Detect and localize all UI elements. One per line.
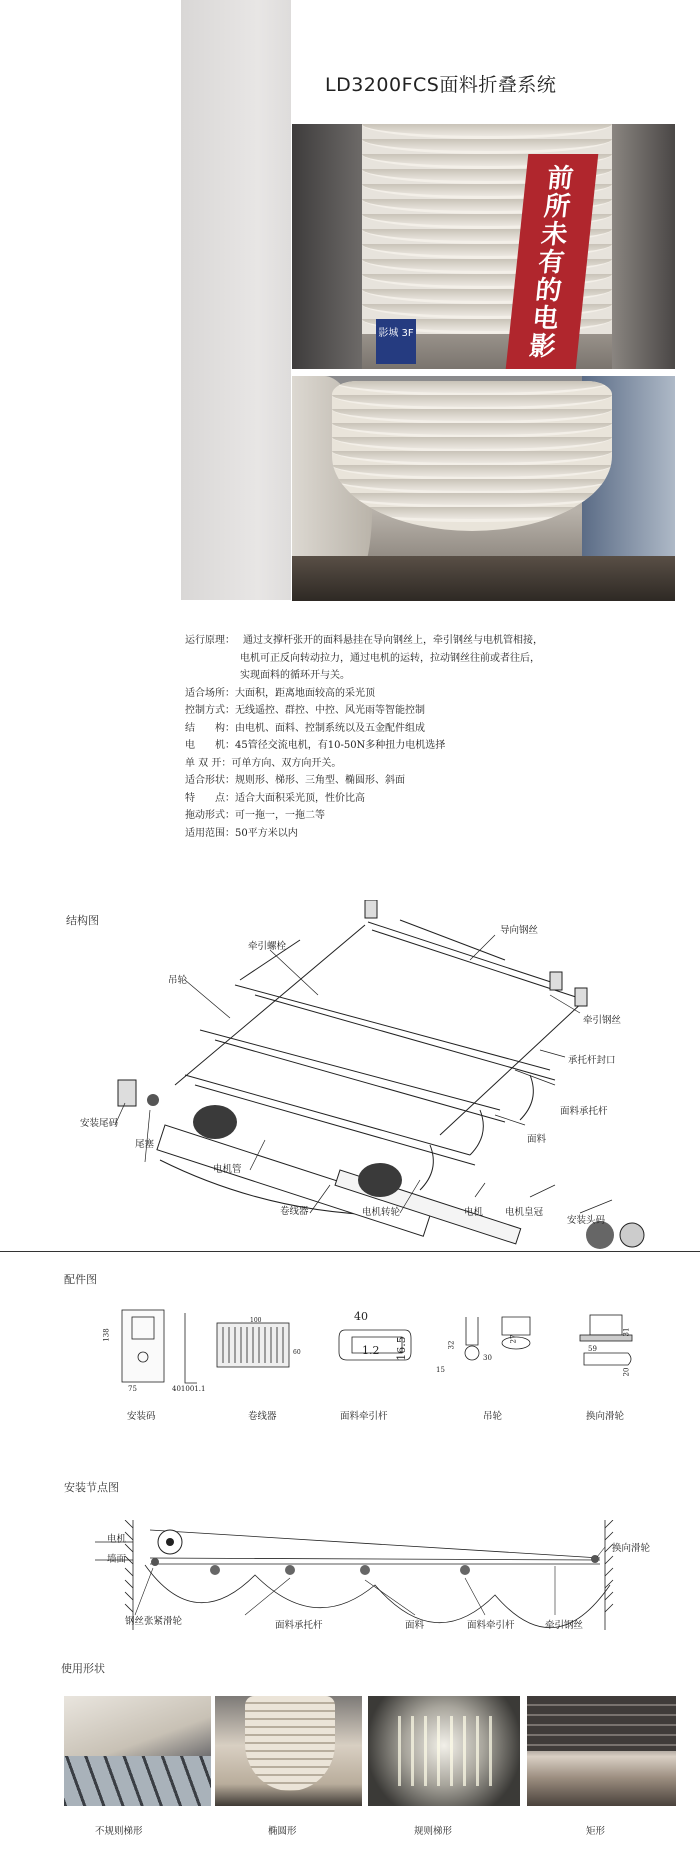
spec-row: 拖动形式：可一拖一，一拖二等 [185, 810, 325, 821]
label-motor-tube: 电机管 [213, 1164, 242, 1175]
parts-dim: 15 [436, 1366, 445, 1374]
shape-photo-irregular-trapezoid [64, 1696, 211, 1806]
parts-name: 安装码 [127, 1411, 156, 1422]
parts-name: 面料牵引杆 [340, 1411, 388, 1422]
parts-name: 吊轮 [483, 1411, 503, 1422]
parts-dim: 16.5 [394, 1336, 408, 1361]
banner-text: 前所未有的电影 [523, 164, 575, 360]
section-divider [0, 1251, 700, 1252]
structure-diagram [0, 900, 700, 1260]
install-label-redirect-pulley: 换向滑轮 [612, 1543, 651, 1554]
parts-dim: 1.2 [362, 1344, 380, 1357]
shape-photo-regular-trapezoid [368, 1696, 520, 1806]
label-tail-bracket: 安装尾码 [80, 1118, 119, 1129]
spec-row: 电机可正反向转动拉力，通过电机的运转，拉动钢丝往前或者往后， [240, 652, 540, 664]
install-label-traction-wire: 牵引钢丝 [545, 1620, 584, 1631]
shape-photo-rectangle [527, 1696, 676, 1806]
spec-row: 运行原理： 通过支撑杆张开的面料悬挂在导向钢丝上，牵引钢丝与电机管相接， [185, 635, 543, 646]
structure-heading: 结构图 [66, 914, 99, 927]
parts-dim: 75 [128, 1385, 137, 1393]
spec-row: 适合场所：大面积，距离地面较高的采光顶 [185, 687, 375, 699]
label-motor: 电机 [464, 1207, 484, 1218]
spec-row: 结 构：由电机、面料、控制系统以及五金配件组成 [185, 722, 425, 734]
spec-row: 控制方式：无线遥控、群控、中控、风光雨等智能控制 [185, 705, 425, 716]
install-label-wall: 墙面 [107, 1554, 127, 1565]
parts-dim: 27 [509, 1334, 518, 1344]
shape-label: 不规则梯形 [95, 1826, 143, 1837]
parts-dim: 30 [483, 1354, 492, 1362]
parts-name: 卷线器 [248, 1411, 277, 1422]
shape-label: 椭圆形 [268, 1826, 297, 1837]
parts-dim: 20 [622, 1367, 631, 1377]
shape-label: 规则梯形 [414, 1826, 453, 1837]
label-rod-cap: 承托杆封口 [568, 1055, 616, 1066]
parts-dim: 31 [622, 1327, 631, 1337]
label-traction-wire: 牵引钢丝 [583, 1015, 622, 1026]
install-label-motor: 电机 [107, 1534, 127, 1545]
parts-dim: 40 [354, 1310, 368, 1323]
spec-row: 特 点：适合大面积采光顶，性价比高 [185, 792, 365, 804]
photo-atrium-1 [292, 124, 675, 369]
label-fabric: 面料 [527, 1134, 547, 1145]
parts-dim: 138 [102, 1328, 111, 1342]
photo-atrium-2 [292, 376, 675, 601]
label-head-bracket: 安装头码 [567, 1215, 606, 1226]
page-title: LD3200FCS面料折叠系统 [325, 74, 557, 96]
label-traction-bolt: 牵引螺栓 [248, 941, 287, 952]
install-label-traction-rod: 面料牵引杆 [467, 1620, 515, 1631]
shape-photo-ellipse [215, 1696, 362, 1806]
decorative-sidebar [181, 0, 291, 600]
parts-name: 换向滑轮 [586, 1411, 625, 1422]
parts-dim: 32 [447, 1340, 456, 1350]
spec-row: 实现面料的循环开与关。 [240, 670, 350, 681]
install-label-fabric: 面料 [405, 1620, 425, 1631]
spec-row: 单 双 开：可单方向、双方向开关。 [185, 757, 342, 769]
parts-dim: 59 [588, 1345, 597, 1353]
install-label-fabric-rod: 面料承托杆 [275, 1620, 323, 1631]
shape-label: 矩形 [586, 1826, 606, 1837]
label-fabric-rod: 面料承托杆 [560, 1106, 608, 1117]
shapes-heading: 使用形状 [61, 1662, 105, 1675]
label-motor-crown: 电机皇冠 [505, 1207, 544, 1218]
spec-list [185, 632, 543, 842]
label-tail-plug: 尾塞 [135, 1139, 155, 1150]
spec-row: 适合形状：规则形、梯形、三角型、椭圆形、斜面 [185, 775, 405, 786]
install-heading: 安装节点图 [64, 1481, 119, 1494]
label-motor-wheel: 电机转轮 [362, 1207, 401, 1218]
floor-sign: 影城 3F [376, 319, 416, 364]
spec-row: 电 机：45管径交流电机，有10-50N多种扭力电机选择 [185, 740, 446, 751]
parts-dim: 401001.1 [172, 1385, 206, 1393]
label-guide-wire: 导向钢丝 [500, 925, 539, 936]
spec-row: 适用范围：50平方米以内 [185, 827, 298, 839]
parts-dim: 100 [250, 1317, 262, 1324]
label-winder: 卷线器 [280, 1206, 309, 1217]
parts-heading: 配件图 [64, 1273, 97, 1286]
label-pulley: 吊轮 [168, 975, 188, 986]
parts-dim: 60 [293, 1349, 301, 1356]
install-label-tension-pulley: 钢丝张紧滑轮 [125, 1616, 183, 1627]
